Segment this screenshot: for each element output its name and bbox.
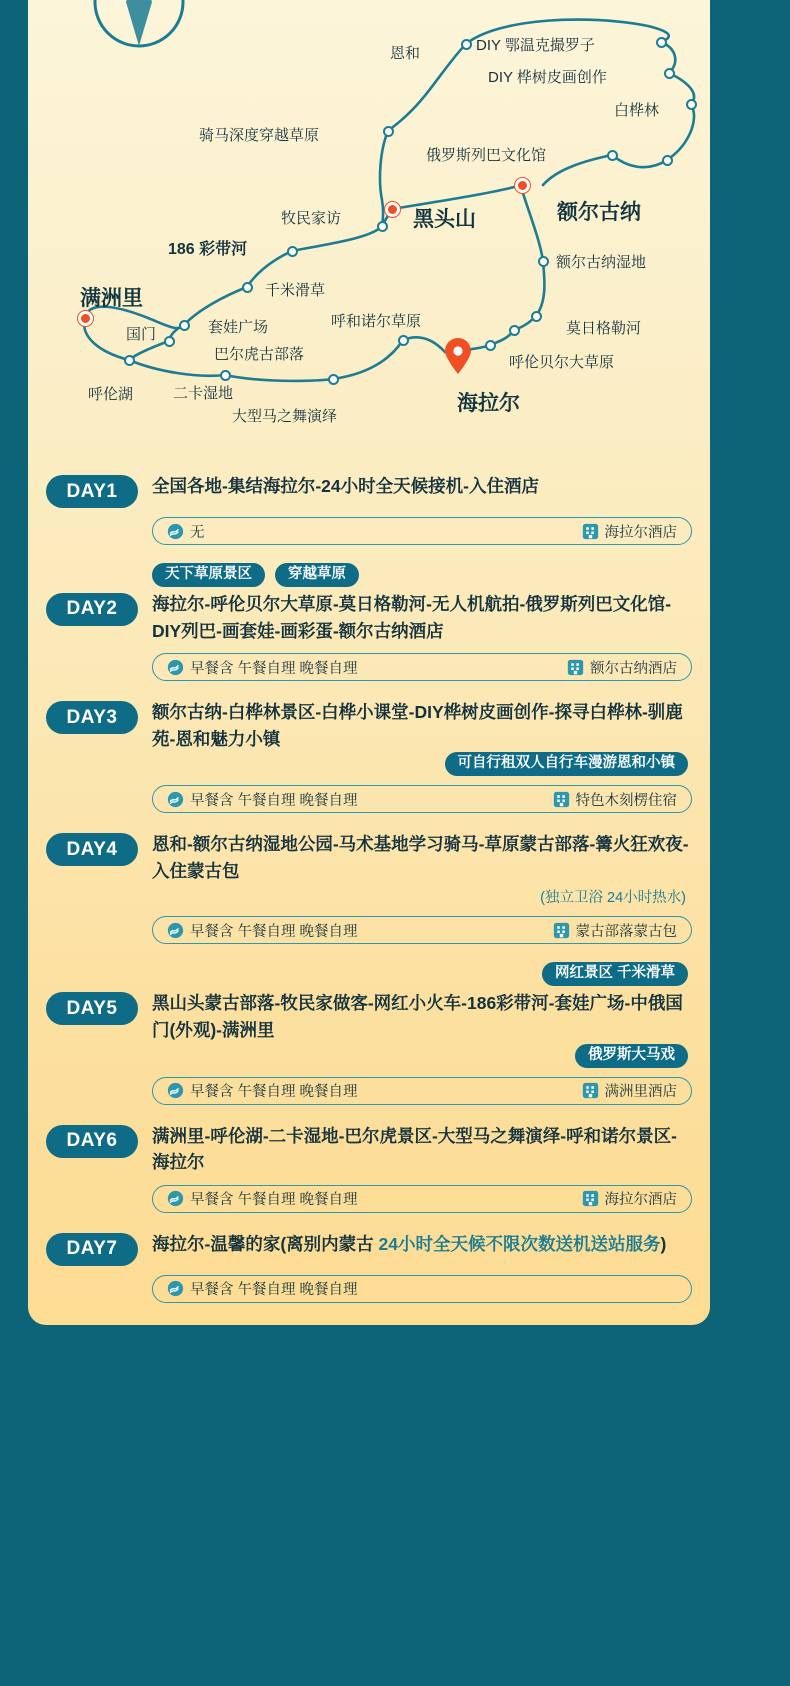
day-block — [46, 473, 692, 545]
day-service-bar — [152, 1077, 692, 1105]
map-waypoint-dot — [383, 126, 394, 137]
highlight-tag: 穿越草原 — [275, 563, 359, 587]
day-block — [46, 831, 692, 944]
day-title: 全国各地-集结海拉尔-24小时全天候接机-入住酒店 — [152, 476, 539, 496]
meal-info — [167, 789, 358, 810]
map-city-dot — [385, 202, 400, 217]
meal-icon — [167, 791, 184, 808]
day-note: (独立卫浴 24小时热水) — [540, 890, 686, 907]
meal-text: 无 — [190, 524, 205, 541]
day-highlight-tags — [152, 563, 692, 587]
highlight-tag: 天下草原景区 — [152, 563, 265, 587]
map-waypoint-dot — [662, 155, 673, 166]
map-waypoint-dot — [377, 221, 388, 232]
map-waypoint-dot — [485, 340, 496, 351]
map-waypoint-dot — [607, 150, 618, 161]
day-service-bar — [152, 1185, 692, 1213]
map-label: 俄罗斯列巴文化馆 — [426, 147, 547, 164]
map-label: 呼和诺尔草原 — [331, 313, 422, 330]
hotel-icon — [582, 1190, 599, 1207]
map-waypoint-dot — [124, 355, 135, 366]
meal-icon — [167, 1082, 184, 1099]
day-service-bar — [152, 1275, 692, 1303]
meal-text: 早餐含 午餐自理 晚餐自理 — [190, 1084, 358, 1100]
meal-text: 早餐含 午餐自理 晚餐自理 — [190, 660, 358, 677]
itinerary-day-list — [28, 473, 710, 1303]
map-waypoint-dot — [328, 374, 339, 385]
itinerary-card — [28, 0, 710, 1325]
day-block — [46, 563, 692, 681]
map-label: 呼伦湖 — [88, 386, 134, 403]
map-label: 牧民家访 — [281, 210, 342, 227]
meal-info — [167, 521, 205, 542]
meal-text: 早餐含 午餐自理 晚餐自理 — [190, 1192, 358, 1209]
day-block — [46, 1231, 692, 1303]
meal-info — [167, 1080, 358, 1101]
map-label: 骑马深度穿越草原 — [199, 127, 320, 144]
hotel-text: 特色木刻楞住宿 — [575, 792, 677, 809]
meal-text: 早餐含 午餐自理 晚餐自理 — [190, 923, 358, 940]
day-title-highlight: 24小时全天候不限次数送机送站服务 — [378, 1233, 661, 1254]
meal-icon — [167, 1190, 184, 1207]
map-label: 恩和 — [390, 45, 421, 62]
hotel-text: 满洲里酒店 — [604, 1084, 677, 1100]
map-waypoint-dot — [531, 311, 542, 322]
hotel-icon — [553, 922, 570, 939]
map-label: DIY 鄂温克撮罗子 — [476, 37, 595, 54]
map-label: 额尔古纳 — [557, 201, 641, 224]
meal-icon — [167, 922, 184, 939]
map-label: 额尔古纳湿地 — [556, 254, 647, 271]
map-label: 呼伦贝尔大草原 — [509, 354, 615, 371]
day-service-bar — [152, 653, 692, 681]
hotel-info — [553, 789, 678, 810]
day-title — [152, 1231, 692, 1258]
map-label: 国门 — [126, 326, 157, 343]
day-badge: DAY6 — [46, 1125, 138, 1158]
map-label: 套娃广场 — [208, 319, 269, 336]
meal-info — [167, 1188, 358, 1209]
map-waypoint-dot — [287, 246, 298, 257]
map-waypoint-dot — [398, 335, 409, 346]
day-title-pre: 海拉尔-温馨的家(离别内蒙古 — [152, 1233, 379, 1254]
day-badge: DAY1 — [46, 475, 138, 508]
map-waypoint-dot — [538, 256, 549, 267]
hotel-text: 海拉尔酒店 — [604, 524, 677, 541]
map-waypoint-dot — [220, 370, 231, 381]
day-badge: DAY3 — [46, 701, 138, 734]
map-label: 186 彩带河 — [168, 241, 248, 258]
day-service-bar — [152, 785, 692, 813]
hotel-icon — [567, 659, 584, 676]
map-label: 二卡湿地 — [173, 385, 234, 402]
day-block — [46, 699, 692, 813]
map-waypoint-dot — [179, 320, 190, 331]
hotel-icon — [582, 1082, 599, 1099]
map-label: 千米滑草 — [265, 282, 326, 299]
day-badge: DAY7 — [46, 1233, 138, 1266]
map-waypoint-dot — [461, 39, 472, 50]
day-block — [46, 1123, 692, 1213]
meal-icon — [167, 1280, 184, 1297]
map-label: 海拉尔 — [457, 392, 520, 415]
hotel-text: 蒙古部落蒙古包 — [575, 923, 677, 940]
map-waypoint-dot — [242, 282, 253, 293]
day-title: 满洲里-呼伦湖-二卡湿地-巴尔虎景区-大型马之舞演绎-呼和诺尔景区-海拉尔 — [152, 1125, 677, 1173]
map-waypoint-dot — [656, 37, 667, 48]
hotel-info — [582, 1188, 678, 1209]
day-title: 额尔古纳-白桦林景区-白桦小课堂-DIY桦树皮画创作-探寻白桦林-驯鹿苑-恩和魅力小镇 — [152, 702, 683, 749]
route-map — [28, 0, 710, 455]
map-label: 满洲里 — [80, 287, 143, 310]
meal-info — [167, 657, 358, 678]
meal-info — [167, 920, 358, 941]
map-label: 黑头山 — [413, 208, 476, 231]
map-label: 莫日格勒河 — [566, 320, 642, 337]
day-title: 恩和-额尔古纳湿地公园-马术基地学习骑马-草原蒙古部落-篝火狂欢夜-入住蒙古包 — [152, 834, 689, 881]
map-waypoint-dot — [164, 336, 175, 347]
meal-text: 早餐含 午餐自理 晚餐自理 — [190, 792, 358, 809]
hotel-info — [567, 657, 677, 678]
day-block — [46, 962, 692, 1104]
current-location-pin — [445, 338, 471, 374]
map-waypoint-dot — [686, 99, 697, 110]
hotel-info — [582, 1080, 678, 1101]
highlight-tag: 可自行租双人自行车漫游恩和小镇 — [445, 752, 689, 776]
hotel-text: 额尔古纳酒店 — [590, 660, 677, 677]
day-title: 海拉尔-呼伦贝尔大草原-莫日格勒河-无人机航拍-俄罗斯列巴文化馆-DIY列巴-画套娃-画彩蛋-额尔古纳酒店 — [152, 593, 672, 641]
day-badge: DAY5 — [46, 992, 138, 1025]
compass-icon — [95, 0, 183, 46]
day-subtags — [46, 752, 688, 776]
meal-icon — [167, 523, 184, 540]
day-subtags — [46, 1044, 688, 1068]
meal-info — [167, 1278, 358, 1299]
highlight-tag: 俄罗斯大马戏 — [575, 1044, 688, 1068]
day-highlight-tags — [46, 962, 688, 986]
day-badge: DAY4 — [46, 833, 138, 866]
hotel-info — [582, 521, 678, 542]
map-city-dot — [515, 178, 530, 193]
hotel-text: 海拉尔酒店 — [604, 1192, 677, 1209]
meal-icon — [167, 659, 184, 676]
map-city-dot — [78, 311, 93, 326]
day-service-bar — [152, 517, 692, 545]
map-label: 大型马之舞演绎 — [232, 408, 338, 425]
map-waypoint-dot — [509, 325, 520, 336]
hotel-info — [553, 920, 678, 941]
day-service-bar — [152, 916, 692, 944]
day-title-post: ) — [660, 1233, 667, 1254]
meal-text: 早餐含 午餐自理 晚餐自理 — [190, 1282, 358, 1299]
map-label: 巴尔虎古部落 — [214, 346, 305, 363]
map-waypoint-dot — [664, 68, 675, 79]
day-badge: DAY2 — [46, 593, 138, 626]
day-title: 黑山头蒙古部落-牧民家做客-网红小火车-186彩带河-套娃广场-中俄国门(外观)-满洲里 — [152, 993, 683, 1040]
map-label: DIY 桦树皮画创作 — [488, 69, 607, 86]
highlight-tag: 网红景区 千米滑草 — [542, 962, 688, 986]
map-label: 白桦林 — [614, 102, 660, 119]
hotel-icon — [582, 523, 599, 540]
hotel-icon — [553, 791, 570, 808]
